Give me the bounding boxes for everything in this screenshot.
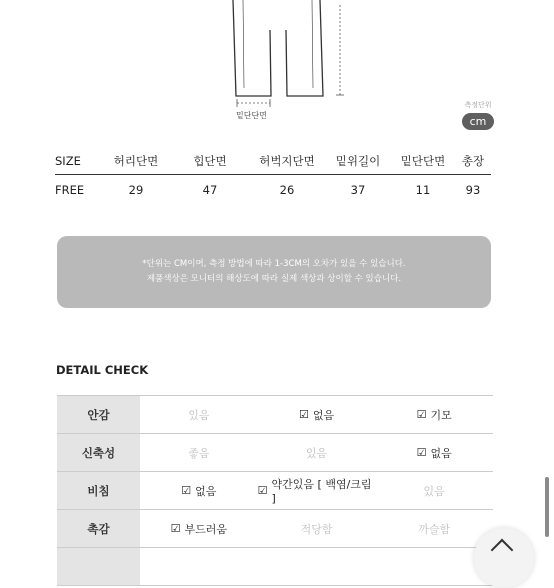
detail-option-label: 약간있음 [ 백염/크림 ]	[271, 478, 372, 505]
header-hem: 밑단단면	[400, 154, 446, 168]
header-hip: 힙단면	[193, 154, 227, 168]
detail-option	[258, 510, 376, 547]
header-thigh: 허벅지단면	[259, 154, 315, 168]
detail-option	[375, 396, 493, 433]
scrollbar[interactable]	[545, 477, 549, 537]
table-row	[57, 434, 493, 472]
table-row	[57, 396, 493, 434]
checkbox-checked-icon: ☑	[181, 484, 192, 497]
detail-option-label: 좋음	[188, 446, 210, 460]
checkbox-checked-icon: ☑	[170, 522, 181, 535]
detail-option	[140, 472, 258, 509]
detail-check-table	[57, 395, 493, 586]
detail-option-label: 적당함	[300, 522, 333, 536]
detail-option	[375, 472, 493, 509]
size-table-header	[55, 148, 491, 175]
detail-option-label: 있음	[188, 408, 210, 422]
cell-size: FREE	[55, 183, 85, 197]
detail-option-label: 기모	[430, 408, 452, 422]
detail-option	[375, 434, 493, 471]
checkbox-checked-icon: ☑	[416, 446, 427, 459]
detail-option-label: 없음	[430, 446, 452, 460]
detail-option	[140, 434, 258, 471]
detail-row-label: 신축성	[57, 434, 140, 471]
detail-option	[140, 510, 258, 547]
detail-option	[140, 396, 258, 433]
cell-waist: 29	[128, 183, 144, 197]
header-rise: 밑위길이	[335, 154, 381, 168]
arrow-up-icon	[491, 539, 514, 562]
checkbox-checked-icon: ☑	[416, 408, 427, 421]
unit-badge: cm	[462, 113, 494, 130]
detail-row-label: 비침	[57, 472, 140, 509]
detail-option-label: 부드러움	[184, 522, 228, 536]
header-size: SIZE	[55, 154, 81, 168]
unit-indicator	[458, 101, 498, 130]
detail-check-title: DETAIL CHECK	[56, 363, 149, 377]
detail-row-label: 촉감	[57, 510, 140, 547]
header-waist: 허리단면	[113, 154, 159, 168]
cell-hem: 11	[415, 183, 431, 197]
detail-option-label: 까슬함	[418, 522, 451, 536]
table-row	[55, 175, 491, 205]
measure-lines	[237, 5, 340, 103]
detail-row-label: 안감	[57, 396, 140, 433]
cell-hip: 47	[202, 183, 218, 197]
detail-option	[375, 510, 493, 547]
cell-length: 93	[465, 183, 481, 197]
cell-thigh: 26	[279, 183, 295, 197]
scroll-top-button[interactable]	[474, 528, 534, 588]
notice-box	[57, 236, 491, 308]
header-length: 총장	[461, 154, 485, 168]
table-row	[57, 472, 493, 510]
detail-option-label: 있음	[423, 484, 445, 498]
detail-option-label: 있음	[305, 446, 328, 460]
unit-caption: 측정단위	[464, 101, 492, 109]
checkbox-checked-icon: ☑	[298, 408, 309, 421]
cell-rise: 37	[350, 183, 366, 197]
checkbox-checked-icon: ☑	[257, 484, 268, 497]
detail-option	[258, 434, 376, 471]
detail-option-label: 없음	[312, 408, 335, 422]
bottom-width-label: 밑단단면	[236, 111, 267, 120]
detail-option	[258, 472, 376, 509]
notice-line-2: 제품색상은 모니터의 해상도에 따라 실제 색상과 상이할 수 있습니다.	[146, 274, 402, 284]
pants-illustration	[233, 0, 323, 96]
detail-option	[258, 396, 376, 433]
table-row	[57, 510, 493, 548]
detail-option-label: 없음	[195, 484, 217, 498]
size-table	[55, 148, 491, 205]
notice-line-1: *단위는 CM이며, 측정 방법에 따라 1-3CM의 오차가 있을 수 있습니다.	[142, 259, 406, 269]
